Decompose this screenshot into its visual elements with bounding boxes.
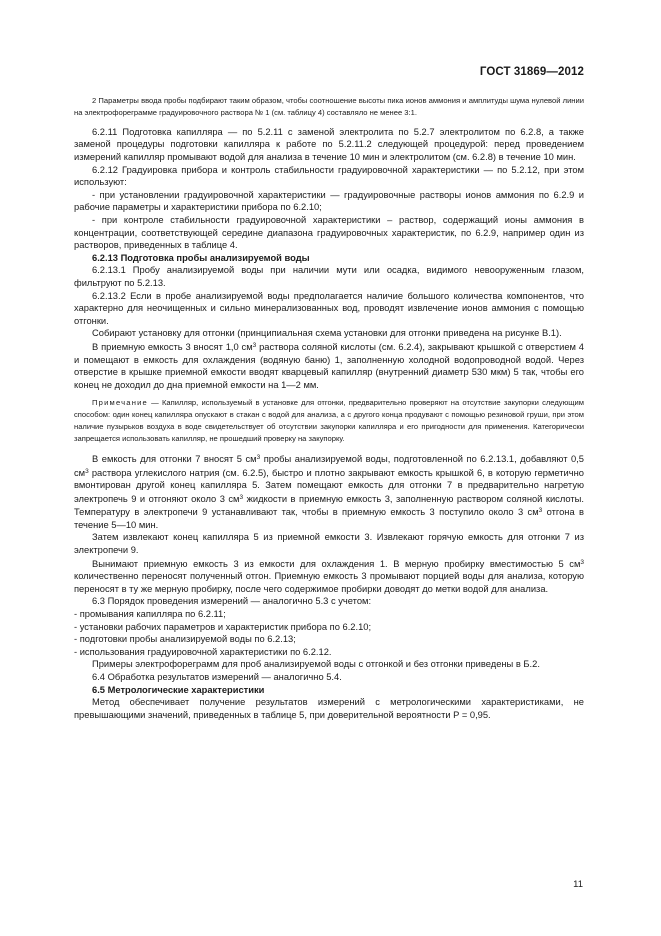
- page-number: 11: [573, 879, 583, 890]
- para-take: Вынимают приемную емкость 3 из емкости для охлаждения 1. В мерную пробирку вместимостью 5 $см^3$ количественно переносят полученный отгон. Приемную емкость 3 промывают порцией воды для анализа, которую переносят в ту же мерную пробирку, после чего содержимое пробирки доводят до метки водой для анализа.: [74, 558, 584, 594]
- para-6-2-12: 6.2.12 Градуировка прибора и контроль стабильности градуировочной характеристики — по 5.2.12, при этом используют:: [74, 164, 584, 188]
- para-6-2-12-item-b: - при контроле стабильности градуировочной характеристики – раствор, содержащий ионы аммония в концентрации, соответствующей середине диапазона градуировочных характеристик, по 6.2.9, например один из растворов, приведенных в таблице 4.: [74, 214, 584, 251]
- list-item: - использования градуировочной характеристики по 6.2.12.: [74, 646, 332, 657]
- para-examples: Примеры электрофореграмм для проб анализируемой воды с отгонкой и без отгонки приведены в Б.2.: [92, 659, 540, 670]
- heading-6-5: 6.5 Метрологические характеристики: [92, 684, 265, 695]
- para-6-2-13-2: 6.2.13.2 Если в пробе анализируемой воды предполагается наличие большого количества компонентов, что характерно для неочищенных и сильно минерализованных вод, проводят извлечение ионов аммония с помощью отгонки.: [74, 290, 584, 326]
- para-assemble: Собирают установку для отгонки (принципиальная схема установки для отгонки приведена на рисунке В.1).: [92, 328, 562, 339]
- list-item: - промывания капилляра по 6.2.11;: [74, 609, 226, 620]
- note-label: Примечание: [92, 398, 148, 408]
- note-capillary: Примечание — Капилляр, используемый в установке для отгонки, предварительно проверяют на отсутствие закупорки следующим способом: один конец капилляра опускают в стакан с водой для анализа, а с другого конца продувают с помощью резиновой груши, при этом наличие пузырьков воздуха в воде свидетельствует об отсутствии закупорки капилляра и его пригодности для применения. Категорически запрещается использовать капилляр, не прошедший проверку на закупорку.: [74, 398, 584, 443]
- document-body: [74, 95, 584, 721]
- para-6-5: Метод обеспечивает получение результатов измерений с метрологическими характеристиками, не превышающими значений, приведенных в таблице 5, при доверительной вероятности P = 0,95.: [74, 697, 584, 720]
- document-id-header: ГОСТ 31869—2012: [479, 66, 584, 78]
- para-6-2-11: 6.2.11 Подготовка капилляра — по 5.2.11 с заменой электролита по 5.2.7 электролитом по 6.2.8, а также заменой процедуры подготовки капилляра к работе по 5.2.11.2 следующей процедурой: перед проведением измерений капилляр промывают водой для анализа в течение 10 мин и электролитом (см. 6.2.8) в течение 10 мин.: [74, 126, 584, 162]
- para-receiver: В приемную емкость 3 вносят 1,0 $см^3$ раствора соляной кислоты (см. 6.2.4), закрывают крышкой с отверстием 4 и помещают в емкость для охлаждения (водяную баню) 1, заполненную холодной водопроводной водой. Через отверстие в крышке приемной емкости вводят кварцевый капилляр (внутренний диаметр 530 мкм) 5 так, чтобы его конец не доходил до дна приемной емкости на 1—2 мм.: [74, 341, 584, 390]
- heading-6-2-13: 6.2.13 Подготовка пробы анализируемой воды: [92, 252, 310, 263]
- para-6-3: 6.3 Порядок проведения измерений — аналогично 5.3 с учетом:: [92, 596, 372, 607]
- list-item: - подготовки пробы анализируемой воды по 6.2.13;: [74, 634, 296, 645]
- note-2: 2 Параметры ввода пробы подбирают таким образом, чтобы соотношение высоты пика ионов аммония и амплитуды шума нулевой линии на электрофореграмме градуировочного раствора № 1 (см. таблицу 4) составляло не менее 3:1.: [74, 96, 584, 117]
- para-distill: В емкость для отгонки 7 вносят 5 $см^3$ пробы анализируемой воды, подготовленной по 6.2.13.1, добавляют 0,5 $см^3$ раствора углекислого натрия (см. 6.2.5), быстро и плотно закрывают емкость крышкой 6, в которую герметично вмонтирован другой конец капилляра 5. Затем помещают емкость для отгонки 7 в предварительно нагретую электропечь 9 и отгоняют около 3 $см^3$ жидкости в приемную емкость 3, заполненную раствором соляной кислоты. Температуру в электропечи 9 устанавливают так, чтобы в приемную емкость 3 поступило около 3 $см^3$ отгона в течение 5—10 мин.: [74, 453, 584, 530]
- list-item: - установки рабочих параметров и характеристик прибора по 6.2.10;: [74, 621, 372, 632]
- para-6-2-13-1: 6.2.13.1 Пробу анализируемой воды при наличии мути или осадка, видимого невооруженным глазом, фильтруют по 5.2.13.: [74, 265, 584, 288]
- para-6-4: 6.4 Обработка результатов измерений — аналогично 5.4.: [92, 672, 342, 682]
- para-6-2-12-item-a: - при установлении градуировочной характеристики — градуировочные растворы ионов аммония по 6.2.9 и рабочие параметры и характеристики прибора по 6.2.10;: [74, 189, 584, 213]
- para-remove: Затем извлекают конец капилляра 5 из приемной емкости 3. Извлекают горячую емкость для отгонки 7 из электропечи 9.: [74, 532, 584, 556]
